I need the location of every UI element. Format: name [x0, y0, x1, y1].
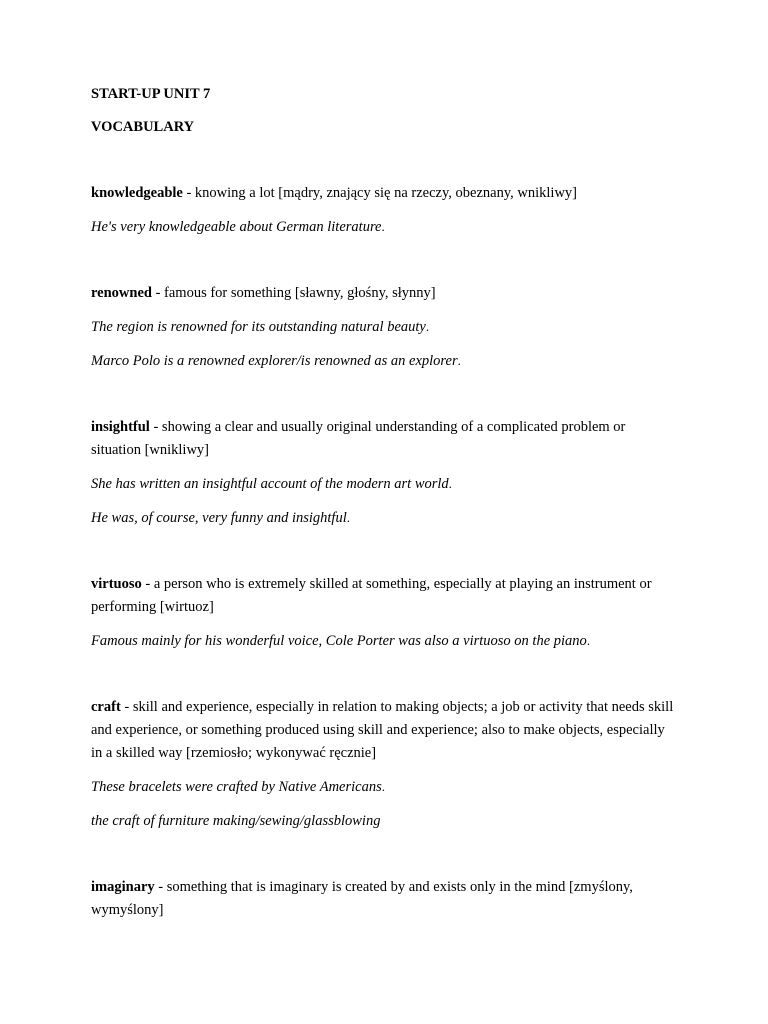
example-text: He was, of course, very funny and insightful — [91, 510, 347, 526]
example-end: . — [381, 219, 385, 234]
entry-term: insightful — [91, 419, 150, 435]
entry-term: craft — [91, 699, 121, 715]
example-text: He's very knowledgeable about German literature — [91, 219, 382, 235]
vocab-entry-renowned — [91, 282, 676, 373]
entry-term: knowledgeable — [91, 185, 183, 201]
example-end: . — [448, 476, 452, 491]
entry-example — [91, 629, 676, 653]
example-text: the craft of furniture making/sewing/glassblowing — [91, 813, 381, 829]
example-text: She has written an insightful account of the modern art world — [91, 476, 449, 492]
section-title: VOCABULARY — [91, 119, 195, 135]
example-end: . — [381, 779, 385, 794]
entry-term: virtuoso — [91, 576, 142, 592]
example-text: The region is renowned for its outstanding natural beauty — [91, 319, 426, 335]
entry-example — [91, 315, 676, 339]
entry-definition-line — [91, 876, 676, 922]
example-text: Marco Polo is a renowned explorer/is renowned as an explorer — [91, 353, 458, 369]
example-end: . — [457, 353, 461, 368]
entry-definition-line — [91, 416, 676, 462]
entry-example — [91, 809, 676, 833]
example-text: Famous mainly for his wonderful voice, Cole Porter was also a virtuoso on the piano — [91, 633, 587, 649]
entry-definition: - showing a clear and usually original understanding of a complicated problem or situation [wnikliwy] — [91, 419, 626, 458]
example-text: These bracelets were crafted by Native Americans — [91, 779, 382, 795]
entry-example — [91, 472, 676, 496]
entry-definition: - famous for something [sławny, głośny, słynny] — [151, 285, 436, 301]
entry-definition: - knowing a lot [mądry, znający się na rzeczy, obeznany, wnikliwy] — [182, 185, 578, 201]
example-end: . — [425, 319, 430, 334]
example-end: . — [586, 633, 591, 648]
entry-example — [91, 506, 676, 530]
entry-definition: - a person who is extremely skilled at something, especially at playing an instrument or performing [wirtuoz] — [91, 576, 652, 615]
entry-definition: - skill and experience, especially in relation to making objects; a job or activity that needs skill and experience, or something produced using skill and experience; also to make objects, especially in a skilled way [rzemiosło; wykonywać ręcznie] — [91, 699, 674, 761]
vocab-entry-imaginary — [91, 876, 676, 922]
entry-definition: - something that is imaginary is created by and exists only in the mind [zmyślony, wymyślony] — [91, 879, 633, 918]
entry-example — [91, 215, 676, 239]
vocab-entry-craft — [91, 696, 676, 833]
vocab-entry-insightful — [91, 416, 676, 530]
entry-term: imaginary — [91, 879, 155, 895]
unit-title: START-UP UNIT 7 — [91, 86, 211, 102]
document-page — [91, 84, 676, 932]
entry-definition-line — [91, 182, 676, 205]
vocab-entry-knowledgeable — [91, 182, 676, 239]
entry-example — [91, 775, 676, 799]
example-end: . — [346, 510, 350, 525]
entry-definition-line — [91, 282, 676, 305]
entry-definition-line — [91, 573, 676, 619]
entry-definition-line — [91, 696, 676, 765]
entry-term: renowned — [91, 285, 152, 301]
entry-example — [91, 349, 676, 373]
vocab-entry-virtuoso — [91, 573, 676, 653]
